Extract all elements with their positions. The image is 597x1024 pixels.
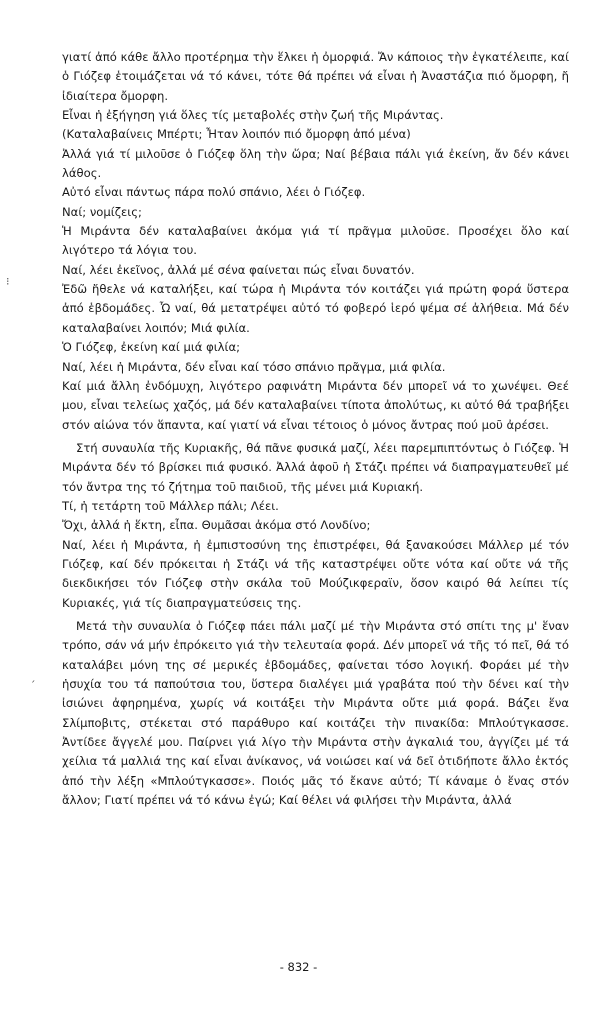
body-text xyxy=(62,48,569,810)
paragraph: γιατί ἀπό κάθε ἄλλο προτέρημα τὴν ἕλκει ἡ ὀμορφιά. Ἄν κάποιος τὴν ἐγκατέλειπε, καί ὁ Γιόζεφ ἑτοιμάζεται νά τό κάνει, τότε θά πρέπει νά εἶναι ἡ Ἀναστάζια πιό ὄμορφη, ἤ ἰδιαίτερα ὄμορφη. xyxy=(62,50,569,103)
paragraph: Ὄχι, ἀλλά ἡ ἕκτη, εἶπα. Θυμᾶσαι ἀκόμα στό Λονδίνο; xyxy=(62,518,371,533)
margin-mark: ⁝ xyxy=(6,275,10,288)
paragraph: Ἀλλά γιά τί μιλοῦσε ὁ Γιόζεφ ὅλη τὴν ὥρα; Ναί βέβαια πάλι γιά ἐκείνη, ἄν δέν κάνει λάθος. xyxy=(62,146,569,181)
page-number: - 832 - xyxy=(279,960,318,974)
paragraph: Ἐδῶ ἤθελε νά καταλήξει, καί τώρα ἡ Μιράντα τόν κοιτάζει γιά πρώτη φορά ὕστερα ἀπό ἑβδομάδες. Ὦ ναί, θά μετατρέψει αὐτό τό φοβερό ἱερό ψέμα σέ ἀλήθεια. Μά δέν καταλαβαίνει λοιπόν; Μιά φιλία. xyxy=(62,282,569,335)
paragraph: Τί, ἡ τετάρτη τοῦ Μάλλερ πάλι; Λέει. xyxy=(62,498,279,513)
paragraph: Εἶναι ἡ ἐξήγηση γιά ὅλες τίς μεταβολές στὴν ζωή τῆς Μιράντας. xyxy=(62,108,444,123)
paragraph: Ἡ Μιράντα δέν καταλαβαίνει ἀκόμα γιά τί πρᾶγμα μιλοῦσε. Προσέχει ὅλο καί λιγότερο τά λόγια του. xyxy=(62,224,569,258)
paragraph: Ὁ Γιόζεφ, ἐκείνη καί μιά φιλία; xyxy=(62,340,240,355)
paragraph: (Καταλαβαίνεις Μπέρτι; Ἦταν λοιπόν πιό ὄμορφη ἀπό μένα) xyxy=(62,127,411,142)
margin-mark: ˏ xyxy=(30,670,36,683)
paragraph: Ναί, λέει ἐκεῖνος, ἀλλά μέ σένα φαίνεται πώς εἶναι δυνατόν. xyxy=(62,262,415,277)
paragraph: Ναί, λέει ἡ Μιράντα, δέν εἶναι καί τόσο σπάνιο πρᾶγμα, μιά φιλία. xyxy=(62,359,446,374)
paragraph: Στή συναυλία τῆς Κυριακῆς, θά πᾶνε φυσικά μαζί, λέει παρεμπιπτόντως ὁ Γιόζεφ. Ἡ Μιράντα δέν τό βρίσκει πιά φυσικό. Ἀλλά ἀφοῦ ἡ Στάζι πρέπει νά διαπραγματευθεῖ μέ τόν ἄντρα της τό ζήτημα τοῦ παιδιοῦ, τῆς μένει μιά Κυριακή. xyxy=(62,440,569,494)
paragraph: Ναί, λέει ἡ Μιράντα, ἡ ἐμπιστοσύνη της ἐπιστρέφει, θά ξανακούσει Μάλλερ μέ τόν Γιόζεφ, καί δέν πρόκειται ἡ Στάζι νά τῆς καταστρέψει οὔτε νότα καί οὔτε νά τῆς διεκδικήσει τόν Γιόζεφ στὴν σκάλα τοῦ Μούζικφεραϊν, ὅσον καιρό θά λείπει τίς Κυριακές, γιά τίς διαπραγματεύσεις της. xyxy=(62,537,569,610)
paragraph: Μετά τὴν συναυλία ὁ Γιόζεφ πάει πάλι μαζί μέ τὴν Μιράντα στό σπίτι της μ' ἕναν τρόπο, σάν νά μήν ἐπρόκειτο γιά τὴν τελευταία φορά. Δέν μπορεῖ νά τῆς τό πεῖ, θά τό καταλάβει μόνη της σέ μερικές ἑβδομάδες, φαίνεται τόσο λογική. Φοράει μέ τὴν ἡσυχία του τά παπούτσια του, ὕστερα διαλέγει μιά γραβάτα πού τὴν δένει καί τὴν ἰσιώνει ἀφηρημένα, χωρίς νά κοιτάξει τὴν Μιράντα οὔτε μιά φορά. Βάζει ἕνα Σλίμποβιτς, στέκεται στό παράθυρο καί κοιτάζει τὴν πινακίδα: Μπλούτγκασσε. Ἀντίδεε ἄγγελέ μου. Παίρνει γιά λίγο τὴν Μιράντα στὴν ἀγκαλιά του, ἀγγίζει μέ τά χείλια τά μαλλιά της καί εἶναι ἀνίκανος, νά νοιώσει καί νά δεῖ ὁτιδήποτε ἄλλο ἐκτός ἀπό τὴν λέξη «Μπλούτγκασσε». Ποιός μᾶς τό ἔκανε αὐτό; Τί κάναμε ὁ ἕνας στόν ἄλλον; Γιατί πρέπει νά τό κάνω ἐγώ; Καί θέλει νά φιλήσει τὴν Μιράντα, ἀλλά xyxy=(62,618,569,808)
paragraph: Καί μιά ἄλλη ἐνδόμυχη, λιγότερο ραφινάτη Μιράντα δέν μπορεῖ νά το χωνέψει. Θεέ μου, εἶναι τελείως χαζός, μά δέν καταλαβαίνει τίποτα ἀπολύτως, κι αὐτό θά τραβήξει στόν αἰώνα τόν ἅπαντα, καί γιατί νά εἶναι τέτοιος ὁ μόνος ἄντρας πού μοῦ ἀρέσει. xyxy=(62,378,569,432)
paragraph: Αὐτό εἶναι πάντως πάρα πολύ σπάνιο, λέει ὁ Γιόζεφ. xyxy=(62,185,366,200)
paragraph: Ναί; νομίζεις; xyxy=(62,204,142,219)
